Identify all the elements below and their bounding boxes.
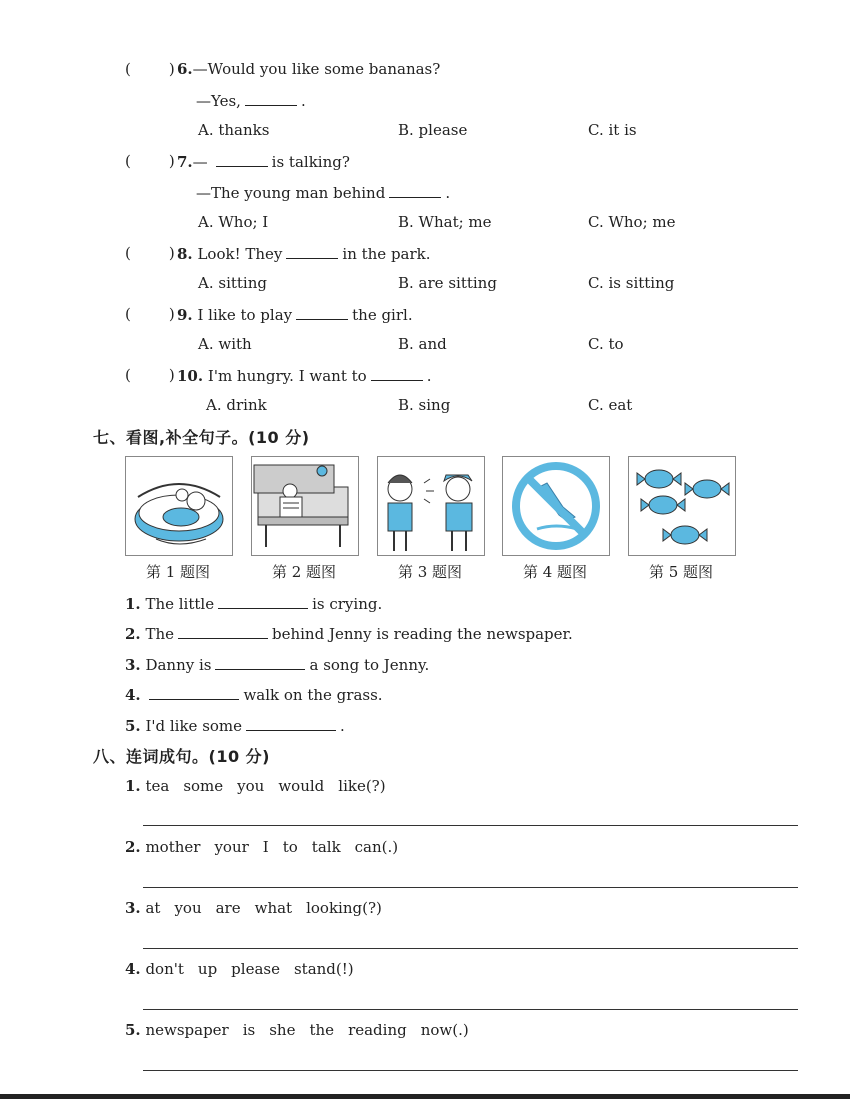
word: are <box>215 899 241 917</box>
no-walking-on-grass-sign-icon <box>503 457 609 555</box>
answer-blank[interactable] <box>218 594 308 609</box>
option-b: B. please <box>398 121 468 139</box>
sentence-text: walk on the grass. <box>243 686 383 704</box>
punctuation-hint: (.) <box>452 1021 469 1039</box>
item-number: 1. <box>125 777 141 795</box>
word: newspaper <box>145 1021 229 1039</box>
fill-sentence-3 <box>125 655 429 674</box>
question-text: I like to play <box>197 306 293 324</box>
section-7-title: 七、看图,补全句子。(10 分) <box>93 428 310 447</box>
question-stem <box>177 305 413 324</box>
sentence-text: The <box>145 625 174 643</box>
bracket-close: ) <box>168 244 175 262</box>
word: tea <box>145 777 170 795</box>
answer-blank[interactable] <box>216 152 268 167</box>
scrambled-sentence-4 <box>125 960 354 978</box>
word: what <box>254 899 293 917</box>
question-stem <box>177 244 431 263</box>
punctuation-hint: (?) <box>365 777 386 795</box>
word: is <box>242 1021 256 1039</box>
picture-5 <box>628 456 736 556</box>
answer-bracket[interactable] <box>125 60 175 78</box>
option-a: A. thanks <box>198 121 270 139</box>
sentence-text: The little <box>145 595 215 613</box>
picture-caption: 第 5 题图 <box>648 563 714 581</box>
question-text: . <box>300 92 306 110</box>
answer-blank[interactable] <box>215 655 305 670</box>
word: looking <box>306 899 363 917</box>
word: now <box>420 1021 453 1039</box>
question-text: —The young man behind <box>196 184 386 202</box>
question-text: — <box>192 153 208 171</box>
baby-in-cradle-icon <box>126 457 232 555</box>
boy-singing-to-girl-icon <box>378 457 484 555</box>
page-bottom-border <box>0 1094 850 1099</box>
answer-blank[interactable] <box>286 244 338 259</box>
answer-line[interactable] <box>143 948 798 949</box>
boy-reading-newspaper-icon <box>252 457 358 555</box>
scrambled-sentence-5 <box>125 1021 469 1039</box>
question-number: 10. <box>177 367 204 385</box>
option-a: A. sitting <box>198 274 267 292</box>
item-number: 5. <box>125 717 141 735</box>
sentence-text: I'd like some <box>145 717 243 735</box>
sentence-text: . <box>340 717 345 735</box>
option-a: A. with <box>198 335 252 353</box>
answer-blank[interactable] <box>178 624 268 639</box>
word: stand <box>293 960 336 978</box>
picture-1 <box>125 456 233 556</box>
bracket-open: ( <box>125 244 131 262</box>
word: please <box>231 960 280 978</box>
word: at <box>145 899 161 917</box>
word: reading <box>348 1021 407 1039</box>
question-text: is talking? <box>271 153 350 171</box>
question-number: 9. <box>177 306 193 324</box>
answer-blank[interactable] <box>371 366 423 381</box>
fill-sentence-5 <box>125 716 345 735</box>
answer-blank[interactable] <box>246 716 336 731</box>
word: to <box>282 838 298 856</box>
option-c: C. it is <box>588 121 637 139</box>
section-8-title: 八、连词成句。(10 分) <box>93 747 270 766</box>
item-number: 3. <box>125 899 141 917</box>
word: some <box>183 777 224 795</box>
picture-caption: 第 1 题图 <box>145 563 211 581</box>
question-number: 6. <box>177 60 193 78</box>
word: like <box>338 777 366 795</box>
answer-blank[interactable] <box>245 91 297 106</box>
item-number: 3. <box>125 656 141 674</box>
answer-line[interactable] <box>143 1070 798 1071</box>
question-number: 8. <box>177 245 193 263</box>
question-text: . <box>445 184 451 202</box>
item-number: 5. <box>125 1021 141 1039</box>
fill-sentence-4 <box>125 685 383 704</box>
question-stem <box>177 366 431 385</box>
scrambled-sentence-2 <box>125 838 398 856</box>
word: she <box>269 1021 296 1039</box>
bracket-open: ( <box>125 305 131 323</box>
question-text: the girl. <box>352 306 413 324</box>
bracket-close: ) <box>168 152 175 170</box>
option-c: C. Who; me <box>588 213 676 231</box>
question-text: . <box>426 367 432 385</box>
word: up <box>197 960 218 978</box>
picture-4 <box>502 456 610 556</box>
word: mother <box>145 838 201 856</box>
question-text: —Yes, <box>196 92 241 110</box>
item-number: 4. <box>125 686 141 704</box>
punctuation-hint: (!) <box>335 960 354 978</box>
answer-blank[interactable] <box>149 685 239 700</box>
question-text: Look! They <box>197 245 283 263</box>
bracket-open: ( <box>125 60 131 78</box>
answer-line[interactable] <box>143 825 798 826</box>
picture-3 <box>377 456 485 556</box>
word: your <box>214 838 249 856</box>
option-a: A. drink <box>206 396 267 414</box>
option-b: B. are sitting <box>398 274 497 292</box>
fill-sentence-2 <box>125 624 573 643</box>
answer-blank[interactable] <box>296 305 348 320</box>
answer-line[interactable] <box>143 887 798 888</box>
sentence-text: behind Jenny is reading the newspaper. <box>272 625 573 643</box>
option-b: B. What; me <box>398 213 492 231</box>
item-number: 4. <box>125 960 141 978</box>
question-text: —Would you like some bananas? <box>192 60 441 78</box>
answer-bracket[interactable] <box>125 244 175 262</box>
punctuation-hint: (?) <box>362 899 382 917</box>
option-b: B. sing <box>398 396 451 414</box>
word: you <box>237 777 265 795</box>
word: I <box>262 838 269 856</box>
bracket-close: ) <box>168 366 175 384</box>
answer-line[interactable] <box>143 1009 798 1010</box>
sentence-text: a song to Jenny. <box>309 656 430 674</box>
candies-icon <box>629 457 735 555</box>
fill-sentence-1 <box>125 594 382 613</box>
option-a: A. Who; I <box>198 213 269 231</box>
picture-2 <box>251 456 359 556</box>
word: the <box>309 1021 335 1039</box>
sentence-text: Danny is <box>145 656 212 674</box>
picture-caption: 第 2 题图 <box>271 563 337 581</box>
sentence-text: is crying. <box>312 595 383 613</box>
word: would <box>278 777 325 795</box>
answer-bracket[interactable] <box>125 305 175 323</box>
bracket-close: ) <box>168 305 175 323</box>
bracket-open: ( <box>125 366 131 384</box>
picture-caption: 第 3 题图 <box>397 563 463 581</box>
option-c: C. eat <box>588 396 633 414</box>
word: don't <box>145 960 184 978</box>
option-c: C. to <box>588 335 624 353</box>
option-b: B. and <box>398 335 447 353</box>
question-number: 7. <box>177 153 193 171</box>
word: talk <box>311 838 341 856</box>
question-text: I'm hungry. I want to <box>207 367 367 385</box>
question-stem <box>177 152 350 171</box>
item-number: 2. <box>125 838 141 856</box>
punctuation-hint: (.) <box>381 838 399 856</box>
question-text: in the park. <box>342 245 431 263</box>
bracket-open: ( <box>125 152 131 170</box>
question-line2 <box>196 91 306 110</box>
option-c: C. is sitting <box>588 274 675 292</box>
item-number: 2. <box>125 625 141 643</box>
scrambled-sentence-3 <box>125 899 382 917</box>
question-stem <box>177 60 440 78</box>
word: you <box>174 899 202 917</box>
answer-bracket[interactable] <box>125 366 175 384</box>
picture-caption: 第 4 题图 <box>522 563 588 581</box>
item-number: 1. <box>125 595 141 613</box>
answer-blank[interactable] <box>389 183 441 198</box>
question-line2 <box>196 183 450 202</box>
bracket-close: ) <box>168 60 175 78</box>
answer-bracket[interactable] <box>125 152 175 170</box>
word: can <box>354 838 382 856</box>
scrambled-sentence-1 <box>125 777 386 795</box>
